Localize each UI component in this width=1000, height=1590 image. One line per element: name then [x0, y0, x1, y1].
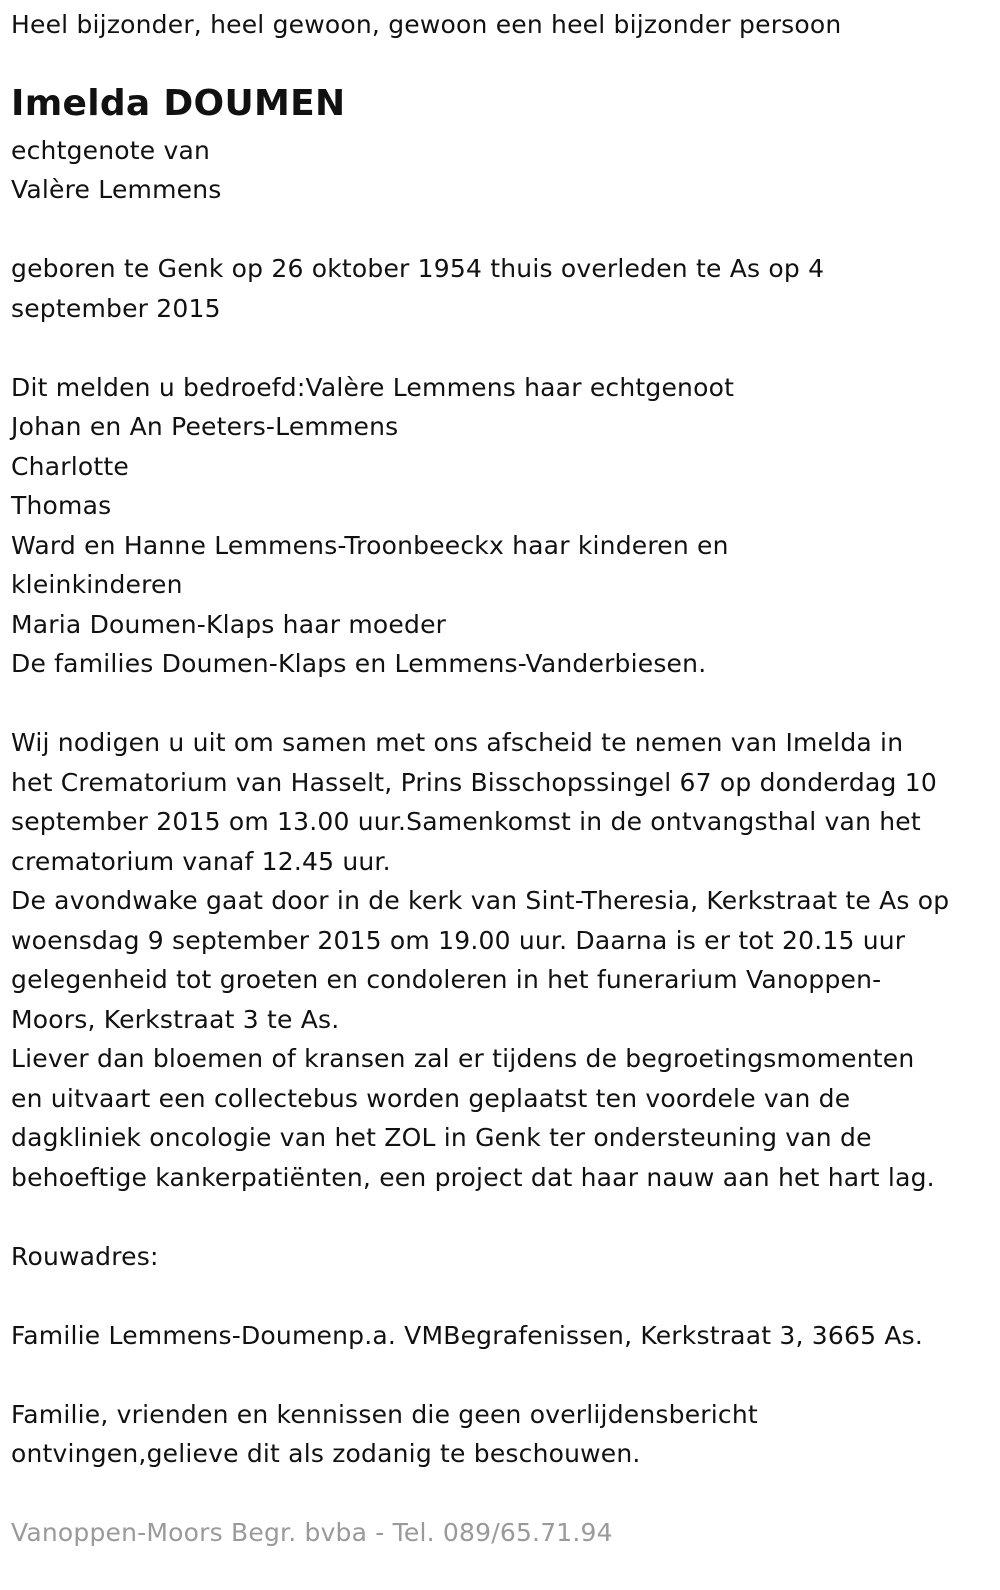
ceremony-line: gelegenheid tot groeten en condoleren in het funerarium Vanoppen- — [11, 965, 882, 994]
mourner-line: Ward en Hanne Lemmens-Troonbeeckx haar kinderen en — [11, 530, 729, 560]
birth-death-line: september 2015 — [11, 293, 221, 323]
notice-line: Familie, vrienden en kennissen die geen overlijdensbericht — [11, 1399, 758, 1429]
mourner-line: kleinkinderen — [11, 570, 183, 599]
ceremony-line: woensdag 9 september 2015 om 19.00 uur. Daarna is er tot 20.15 uur — [11, 925, 906, 955]
ceremony-line: Liever dan bloemen of kransen zal er tijdens de begroetingsmomenten — [11, 1044, 915, 1073]
ceremony-line: het Crematorium van Hasselt, Prins Bisschopssingel 67 op donderdag 10 — [11, 767, 937, 797]
funeral-home-footer: Vanoppen-Moors Begr. bvba - Tel. 089/65.71.94 — [11, 1518, 613, 1547]
deceased-name: Imelda DOUMEN — [11, 82, 346, 124]
ceremony-line: Wij nodigen u uit om samen met ons afscheid te nemen van Imelda in — [11, 728, 904, 757]
rouwadres-label: Rouwadres: — [11, 1241, 159, 1271]
birth-death-line: geboren te Genk op 26 oktober 1954 thuis overleden te As op 4 — [11, 254, 825, 283]
motto: Heel bijzonder, heel gewoon, gewoon een heel bijzonder persoon — [11, 10, 842, 39]
spacer — [11, 328, 986, 368]
ceremony-line: september 2015 om 13.00 uur.Samenkomst in de ontvangsthal van het — [11, 807, 921, 836]
mourners-block — [11, 368, 986, 684]
ceremony-line: en uitvaart een collectebus worden geplaatst ten voordele van de — [11, 1083, 851, 1113]
obituary-document — [11, 0, 986, 1547]
ceremony-line: crematorium vanaf 12.45 uur. — [11, 846, 391, 876]
mourner-line: Maria Doumen-Klaps haar moeder — [11, 609, 447, 639]
notice-block — [11, 1395, 986, 1474]
ceremony-block — [11, 723, 986, 1197]
spacer — [11, 1355, 986, 1395]
relation-line: echtgenote van — [11, 135, 211, 165]
birth-death-block — [11, 249, 986, 328]
ceremony-line: Moors, Kerkstraat 3 te As. — [11, 1004, 340, 1034]
spouse-name: Valère Lemmens — [11, 175, 222, 204]
mourner-line: De families Doumen-Klaps en Lemmens-Vanderbiesen. — [11, 649, 707, 678]
ceremony-line: De avondwake gaat door in de kerk van Sint-Theresia, Kerkstraat te As op — [11, 886, 950, 915]
rouwadres-address: Familie Lemmens-Doumenp.a. VMBegrafenissen, Kerkstraat 3, 3665 As. — [11, 1320, 924, 1350]
mourner-line: Johan en An Peeters-Lemmens — [11, 412, 399, 441]
spacer — [11, 1276, 986, 1316]
notice-line: ontvingen,gelieve dit als zodanig te beschouwen. — [11, 1439, 641, 1468]
ceremony-line: behoeftige kankerpatiënten, een project dat haar nauw aan het hart lag. — [11, 1162, 935, 1192]
mourner-line: Dit melden u bedroefd:Valère Lemmens haar echtgenoot — [11, 372, 735, 402]
mourner-line: Charlotte — [11, 451, 129, 481]
spacer — [11, 1197, 986, 1237]
ceremony-line: dagkliniek oncologie van het ZOL in Genk ter ondersteuning van de — [11, 1123, 872, 1152]
spacer — [11, 210, 986, 250]
spacer — [11, 684, 986, 724]
mourner-line: Thomas — [11, 491, 112, 520]
